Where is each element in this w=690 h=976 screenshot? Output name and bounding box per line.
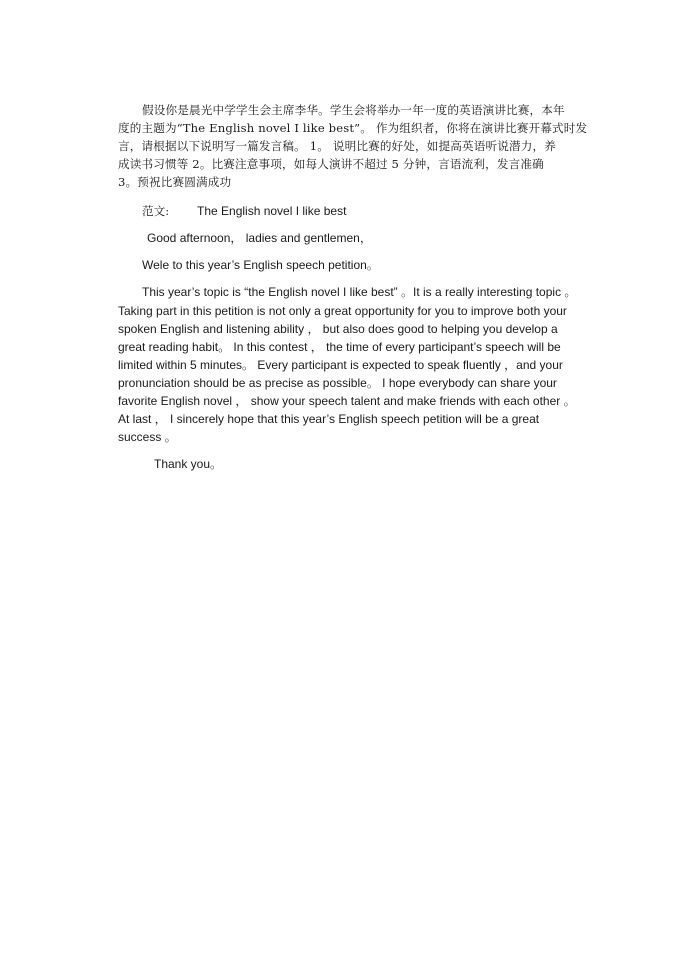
essay-body-line: pronunciation should be as precise as possible。 I hope everybody can share your [118, 375, 557, 390]
essay-body-line: favorite English novel ， show your speech talent and make friends with each other 。 [118, 394, 576, 409]
prompt-line: 度的主题为“The English novel I like best”。 作为组织者，你将在演讲比赛开幕式时发 [118, 121, 588, 136]
essay-closing: Thank you。 [154, 457, 223, 472]
essay-title: The English novel I like best [197, 204, 347, 219]
prompt-paragraph [118, 101, 588, 191]
essay-body-line: spoken English and listening ability ， but also does good to helping you develop a [118, 321, 558, 336]
document-content [118, 101, 588, 473]
essay-body-line: At last ， I sincerely hope that this year’s English speech petition will be a great [118, 412, 540, 427]
essay-welcome: Wele to this year’s English speech petition。 [142, 258, 379, 273]
prompt-line: 言，请根据以下说明写一篇发言稿。 1。 说明比赛的好处，如提高英语听说潜力，养 [118, 139, 556, 154]
prompt-line: 成读书习惯等 2。比赛注意事项，如每人演讲不超过 5 分钟，言语流利，发言准确 [118, 157, 544, 172]
prompt-line: 3。预祝比赛圆满成功 [118, 175, 232, 190]
essay-body-line: success 。 [118, 430, 177, 445]
essay-body-line: limited within 5 minutes。 Every participant is expected to speak fluently ，and your [118, 357, 563, 372]
essay-body-line: great reading habit。 In this contest ， the time of every participant’s speech will be [118, 339, 561, 354]
essay-heading [118, 202, 580, 220]
essay-label: 范文: [142, 204, 170, 219]
essay-greeting: Good afternoon， ladies and gentlemen， [147, 231, 372, 246]
essay-body-line: Taking part in this petition is not only a great opportunity for you to improve both your [118, 303, 567, 318]
essay-body-line: This year’s topic is “the English novel I like best” 。It is a really interesting topic 。 [142, 285, 577, 300]
essay-body [118, 283, 580, 446]
prompt-line: 假设你是晨光中学学生会主席李华。学生会将举办一年一度的英语演讲比赛，本年 [142, 103, 565, 117]
